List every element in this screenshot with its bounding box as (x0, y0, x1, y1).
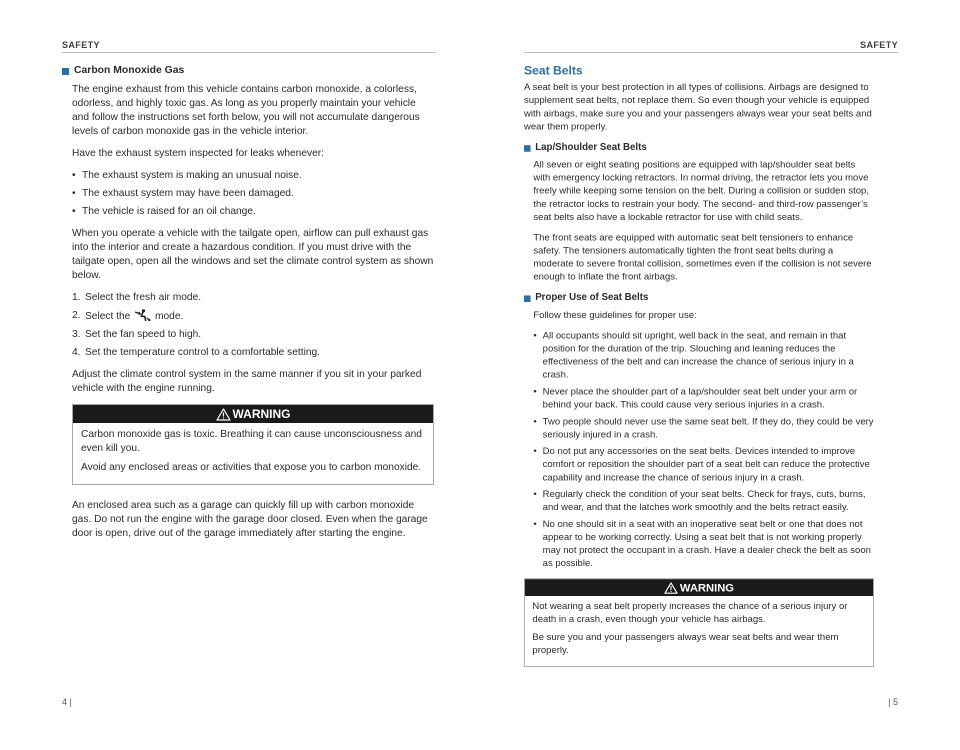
warning-triangle-icon (216, 408, 231, 421)
seat-belt-warning-box (524, 578, 874, 667)
step-text: Select the fresh air mode. (85, 292, 202, 303)
lap-shoulder-body (524, 159, 874, 284)
warning-label: WARNING (232, 407, 291, 421)
right-content (524, 64, 874, 680)
section-square-icon (62, 68, 69, 75)
warning-triangle-icon (664, 582, 678, 594)
warning-text: Carbon monoxide gas is toxic. Breathing it can cause unconsciousness and even kill you. (81, 429, 422, 454)
parked-paragraph: Adjust the climate control system in the same manner if you sit in your parked vehicle with the engine running. (72, 369, 422, 394)
list-item: • The exhaust system may have been damaged. (72, 187, 434, 201)
step-number: 4. (72, 347, 81, 358)
step-text-before: Select the (85, 311, 131, 322)
step-text: Set the fan speed to high. (85, 329, 202, 340)
warning-label: WARNING (679, 581, 734, 595)
list-item: • Do not put any accessories on the seat belts. Devices intended to improve comfort or reposition the shoulder part of a seat belt can reduce the protective capability and increase the chance of serious injury in a crash. (533, 446, 874, 485)
list-item: • The exhaust system is making an unusual noise. (72, 169, 434, 183)
step-number: 2. (72, 310, 81, 321)
lap-shoulder-heading-text: Lap/Shoulder Seat Belts (535, 142, 647, 153)
list-item: • No one should sit in a seat with an inoperative seat belt or one that does not appear to be working correctly. Using a seat belt that is not working properly may not protect the occupant in a crash. Have a dealer check the belt as soon as possible. (533, 519, 874, 571)
carbon-monoxide-intro: The engine exhaust from this vehicle contains carbon monoxide, a colorless, odorless, and highly toxic gas. As long as you properly maintain your vehicle and follow the instructions set forth below, you will not accumulate dangerous levels of carbon monoxide gas in the vehicle interior. (72, 84, 420, 137)
proper-use-heading-text: Proper Use of Seat Belts (535, 292, 649, 303)
list-item: • Regularly check the condition of your seat belts. Check for frays, cuts, burns, and wear, and that the latches work smoothly and the belts retract easily. (533, 489, 874, 515)
vent-floor-mode-icon (134, 309, 151, 321)
warning-text: Be sure you and your passengers always wear seat belts and wear them properly. (532, 632, 839, 656)
step-item (72, 309, 434, 324)
right-page (480, 0, 960, 750)
garage-paragraph: An enclosed area such as a garage can quickly fill up with carbon monoxide gas. Do not run the engine with the garage door closed. Even when the garage door is open, drive out of the garage immediately after starting the engine. (72, 500, 428, 539)
carbon-monoxide-heading-text: Carbon Monoxide Gas (74, 65, 185, 76)
list-item: • Two people should never use the same seat belt. If they do, they could be very seriously injured in a crash. (533, 416, 874, 442)
inspect-list (72, 169, 434, 219)
step-number: 1. (72, 292, 81, 303)
page-number-left: 4 | (62, 697, 72, 707)
section-square-icon (524, 295, 531, 302)
left-content (62, 64, 434, 549)
warning-body (73, 423, 433, 484)
seat-belts-intro: A seat belt is your best protection in all types of collisions. Airbags are designed to supplement seat belts, not replace them. So even though your vehicle is equipped with airbags, make sure you and your passengers always wear your seat belts and wear them properly. (524, 82, 872, 133)
list-item: • Never place the shoulder part of a lap/shoulder seat belt under your arm or behind your back. This could cause very serious injuries in a crash. (533, 386, 874, 412)
step-text (85, 309, 183, 324)
warning-body (525, 596, 873, 666)
warning-banner (73, 405, 433, 423)
step-item (72, 328, 434, 342)
header-rule-left (62, 52, 436, 53)
step-item (72, 346, 434, 360)
carbon-monoxide-body (62, 83, 434, 541)
running-head-right: SAFETY (860, 40, 898, 50)
header-rule-right (524, 52, 898, 53)
section-square-icon (524, 145, 531, 152)
page-number-right: | 5 (888, 697, 898, 707)
step-text-after: mode. (155, 311, 184, 322)
step-number: 3. (72, 329, 81, 340)
proper-use-list (533, 330, 874, 571)
seat-belts-title: Seat Belts (524, 63, 583, 78)
carbon-monoxide-warning-box (72, 404, 434, 485)
tensioner-paragraph: The front seats are equipped with automatic seat belt tensioners to enhance safety. The tensioners automatically tighten the front seat belts during a moderate to severe frontal collision, sometimes even if the collision is not severe enough to inflate the front airbags. (533, 232, 872, 283)
running-head-left: SAFETY (62, 40, 100, 50)
warning-text: Not wearing a seat belt properly increases the chance of a serious injury or death in a crash, even though your vehicle has airbags. (532, 601, 848, 625)
step-text: Set the temperature control to a comfortable setting. (85, 347, 321, 358)
carbon-monoxide-heading (62, 64, 434, 78)
lap-shoulder-heading (524, 141, 874, 154)
list-item: • All occupants should sit upright, well back in the seat, and remain in that position for the duration of the trip. Slouching and leaning reduces the effectiveness of the belt and can increase the chance of serious injury in a crash. (533, 330, 874, 382)
climate-steps (72, 291, 434, 360)
step-item (72, 291, 434, 305)
proper-use-body (524, 309, 874, 570)
lap-shoulder-paragraph: All seven or eight seating positions are equipped with lap/shoulder seat belts with emergency locking retractors. In normal driving, the retractor lets you move freely while keeping some tension on the belt. During a collision or sudden stop, the retractor locks to restrain your body. The second- and third-row passenger’s seat belts also have a lockable retractor for use with child seats. (533, 160, 869, 223)
proper-use-lead: Follow these guidelines for proper use: (533, 310, 697, 321)
list-item: • The vehicle is raised for an oil change. (72, 205, 434, 219)
tailgate-paragraph: When you operate a vehicle with the tailgate open, airflow can pull exhaust gas into the interior and create a hazardous condition. If you must drive with the tailgate open, open all the windows and set the climate control system as shown below. (72, 228, 434, 281)
warning-text: Avoid any enclosed areas or activities that expose you to carbon monoxide. (81, 462, 422, 473)
inspect-lead: Have the exhaust system inspected for leaks whenever: (72, 148, 324, 159)
warning-banner (525, 579, 873, 596)
proper-use-heading (524, 292, 874, 305)
